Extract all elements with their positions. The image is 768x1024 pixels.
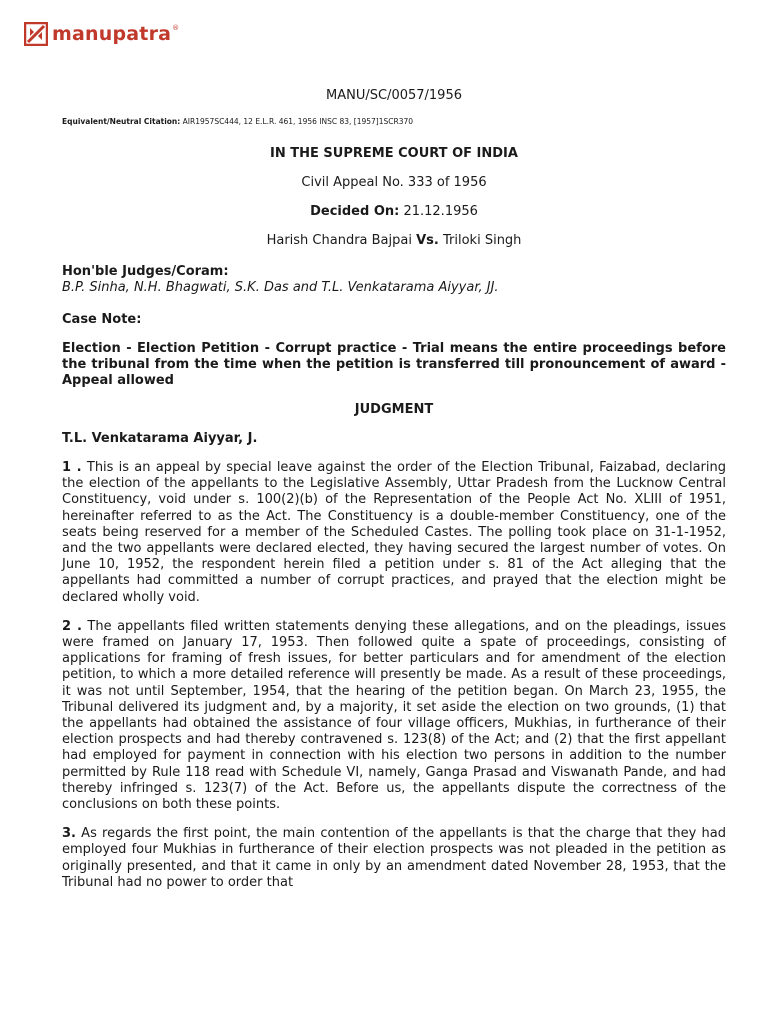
- case-note-label: Case Note:: [62, 312, 142, 327]
- judges-label: Hon'ble Judges/Coram:: [62, 264, 229, 279]
- versus: Vs.: [416, 233, 439, 248]
- case-number: Civil Appeal No. 333 of 1956: [301, 175, 487, 190]
- paragraph-number: 3.: [62, 826, 76, 842]
- court-name: IN THE SUPREME COURT OF INDIA: [270, 146, 518, 161]
- paragraph-number: 1 .: [62, 460, 82, 475]
- manupatra-logo-icon: [24, 22, 48, 46]
- manupatra-logo: [24, 20, 179, 48]
- judgment-heading: JUDGMENT: [354, 402, 434, 417]
- decided-on-date: 21.12.1956: [403, 204, 478, 219]
- paragraph-text: This is an appeal by special leave against the order of the Election Tribunal, Faizabad, declaring the election of the appellants to the Legislative Assembly, Uttar Pradesh from the Lucknow Central Constituency, void under s. 100(2)(b) of the Representation of the People Act No. XLIII of 1951, hereinafter referred to as the Act. The Constituency is a double-member Constituency, one of the seats being reserved for a member of the Scheduled Castes. The polling took place on 31-1-1952, and the two appellants were declared elected, they having secured the largest number of votes. On June 10, 1952, the respondent herein filed a petition under s. 81 of the Act alleging that the appellants had committed a number of corrupt practices, and prayed that the election might be declared wholly void.: [62, 460, 726, 605]
- parties: [62, 231, 726, 251]
- citation-id: MANU/SC/0057/1956: [326, 88, 462, 103]
- paragraph: [62, 826, 726, 891]
- case-note: Election - Election Petition - Corrupt practice - Trial means the entire proceedings before the tribunal from the time when the petition is transferred till pronouncement of award - Appeal allowed: [62, 341, 726, 388]
- judgment-document: [62, 86, 726, 891]
- paragraph: [62, 460, 726, 606]
- paragraph-number: 2 .: [62, 618, 82, 634]
- party-appellant: Harish Chandra Bajpai: [266, 233, 412, 248]
- brand-name: manupatra: [52, 23, 172, 45]
- party-respondent: Triloki Singh: [443, 233, 522, 248]
- equivalent-citation-value: AIR1957SC444, 12 E.L.R. 461, 1956 INSC 83, [1957]1SCR370: [182, 117, 414, 126]
- paragraph-text: As regards the first point, the main contention of the appellants is that the charge that they had employed four Mukhias in furtherance of their election prospects was not pleaded in the petition as originally presented, and that it came in only by an amendment dated November 28, 1953, that the Tribunal had no power to order that: [62, 826, 726, 890]
- decided-on: [62, 202, 726, 222]
- judgment-author: T.L. Venkatarama Aiyyar, J.: [62, 431, 258, 446]
- judges-list: B.P. Sinha, N.H. Bhagwati, S.K. Das and T.L. Venkatarama Aiyyar, JJ.: [62, 280, 499, 295]
- registered-mark: ®: [172, 24, 180, 32]
- equivalent-citation: [62, 116, 726, 128]
- paragraph-text: The appellants filed written statements denying these allegations, and on the pleadings, issues were framed on January 17, 1953. Then followed quite a spate of proceedings, consisting of applications for framing of fresh issues, for better particulars and for amendment of the election petition, to which a more detailed reference will presently be made. As a result of these proceedings, it was not until September, 1954, that the hearing of the petition began. On March 23, 1955, the Tribunal delivered its judgment and, by a majority, it set aside the election on two grounds, (1) that the appellants had obtained the assistance of four village officers, Mukhias, in furtherance of their election prospects and had thereby contravened s. 123(8) of the Act; and (2) that the first appellant had employed for payment in connection with his election two persons in addition to the number permitted by Rule 118 read with Schedule VI, namely, Ganga Prasad and Viswanath Pande, and had thereby infringed s. 123(7) of the Act. Before us, the appellants dispute the correctness of the conclusions on both these points.: [62, 618, 727, 813]
- paragraph: [62, 619, 726, 813]
- equivalent-citation-label: Equivalent/Neutral Citation:: [62, 117, 181, 126]
- decided-on-label: Decided On:: [310, 204, 400, 219]
